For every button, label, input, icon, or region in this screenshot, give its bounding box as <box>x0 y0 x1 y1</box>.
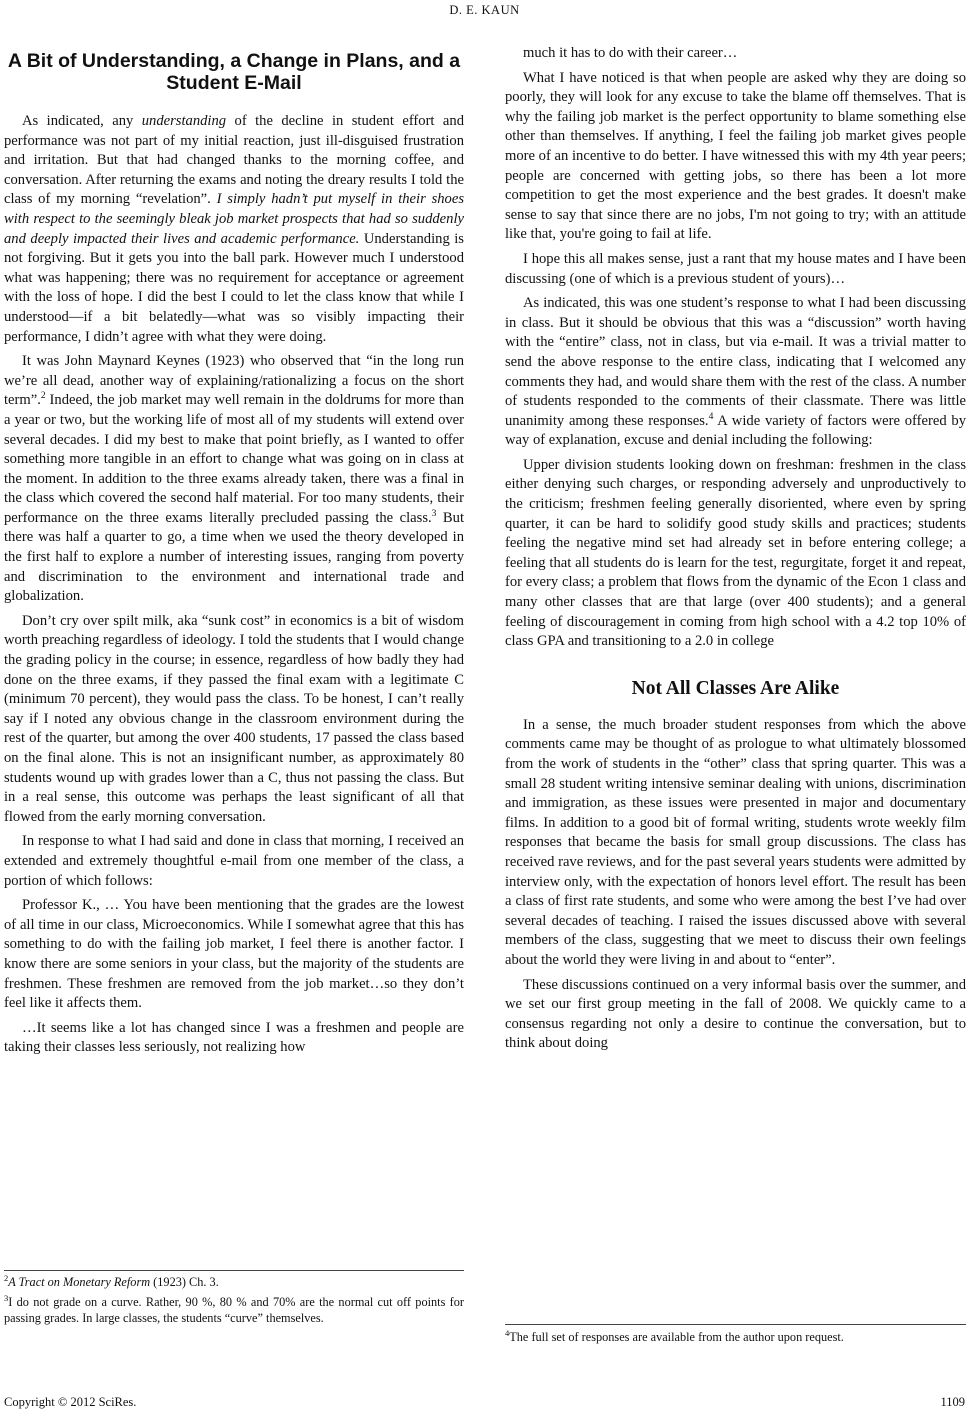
footnote-ref: 2 <box>40 391 46 402</box>
page-number: 1109 <box>940 1395 965 1409</box>
footnote-rule <box>505 1324 966 1325</box>
footnote-ref: 4 <box>708 411 714 422</box>
quoted-email-paragraph: …It seems like a lot has changed since I was a freshmen and people are taking their classes less seriously, not realizing how <box>4 1019 464 1056</box>
quoted-email-paragraph: Professor K., … You have been mentioning that the grades are the lowest of all time in our class, Microeconomics. While I somewhat agree that this has something to do with the failing job market, I feel there is another factor. I know there are some seniors in your class, but the majority of the students are freshmen. These freshmen are removed from the job market…so they don’t feel like it affects them. <box>4 897 464 1012</box>
paragraph: As indicated, this was one student’s response to what I had been discussing in class. But it should be obvious that this was a “discussion” worth having with the “entire” class, not in class, but via e-mail. It was a trivial matter to send the above response to the entire class, indicating that I welcomed any comments they had, and would share them with the rest of the class. A number of students responded to the comments of their classmate. There was little unanimity among these responses.$^4$ A wide variety of factors were offered by way of explanation, excuse and denial including the following: <box>505 295 966 449</box>
quoted-email-paragraph: much it has to do with their career… <box>523 45 738 61</box>
running-head: D. E. KAUN <box>449 3 520 17</box>
footnote-2: $^2$A Tract on Monetary Reform (1923) Ch. 3. <box>4 1272 219 1289</box>
footnote-ref: 3 <box>431 509 437 520</box>
section-title-classes: Not All Classes Are Alike <box>631 677 840 699</box>
paragraph: As indicated, any understanding of the decline in student effort and performance was not part of my initial reaction, just ill-disguised frustration and irritation. But that had changed thanks to the morning coffee, and conversation. After returning the exams and noting the dreary results I told the class of my morning “revelation”. I simply hadn’t put myself in their shoes with respect to the seemingly bleak job market prospects that had so suddenly and deeply impacted their lives and academic performance. Understanding is not forgiving. But it gets you into the ball park. However much I understood what was happening; there was no requirement for acceptance or agreement with the loss of hope. I did the best I could to let the class know that while I understood—if a bit belatedly—what was so visibly impacting their performance, I didn’t agree with what they were doing. <box>4 113 464 345</box>
footnote-rule <box>4 1270 464 1271</box>
copyright: Copyright © 2012 SciRes. <box>4 1395 137 1409</box>
paragraph: It was John Maynard Keynes (1923) who observed that “in the long run we’re all dead, another way of explaining/rationalizing a focus on the short term”.$^2$ Indeed, the job market may well remain in the doldrums for more than a year or two, but the working life of most all of my students will extend over several decades. I did my best to make that point briefly, as I wanted to offer something more tangible in an effort to change what was going on in class at the moment. In addition to the three exams already taken, there was a final in the class which covered the second half material. For too many students, their performance on the three exams literally precluded passing the class.$^3$ But there was half a quarter to go, a time when we used the theory developed in the first half to explore a number of interesting issues, ranging from poverty and discrimination to the environment and international trade and globalization. <box>4 353 465 605</box>
paragraph: These discussions continued on a very informal basis over the summer, and we set our first group meeting in the fall of 2008. We quickly came to a consensus regarding not only a desire to continue the conversation, but to think about doing <box>505 976 966 1052</box>
right-column <box>505 44 966 1059</box>
paragraph: In a sense, the much broader student responses from which the above comments came may be thought of as prologue to what ultimately blossomed from the work of students in the “other” class that spring quarter. This was a small 28 student writing intensive seminar dealing with unions, discrimination and immigration, as these issues were presented in major and documentary films. In addition to a good bit of formal writing, students wrote weekly film responses that became the basis for small group discussions. The class has received rave reviews, and for the past several years students were admitted by interview only, with the expectation of honors level effort. The result has been a class of first rate students, and some who were among the best I’ve had over several decades of teaching. I raised the issues discussed above with several members of the class, suggesting that we meet to discuss their own feelings about the world they were living in and about to “enter”. <box>505 716 966 968</box>
quoted-email-paragraph: What I have noticed is that when people are asked why they are doing so poorly, they will look for any excuse to take the blame off themselves. That is why the failing job market is the perfect opportunity to blame something else other than themselves. If anything, I feel the failing job market gives people more of an incentive to do better. I have witnessed this with my 4th year peers; people are concerned with getting jobs, so there has been a lot more competition to get the most experience and the best grades. It doesn't make sense to say that since there are no jobs, I'm not going to try; with an attitude like that, you're going to fail at life. <box>505 69 966 243</box>
section-title-understanding: A Bit of Understanding, a Change in Plans, and a Student E-Mail <box>7 50 461 94</box>
quoted-email-paragraph: I hope this all makes sense, just a rant that my house mates and I have been discussing (one of which is a previous student of yours)… <box>505 250 966 287</box>
footnote-4: $^4$The full set of responses are available from the author upon request. <box>505 1327 844 1344</box>
paragraph: Don’t cry over spilt milk, aka “sunk cost” in economics is a bit of wisdom worth preaching regardless of ideology. I told the students that I would change the grading policy in the course; in essence, regardless of how badly they had done on the three exams, if they passed the final exam with a legitimate C (minimum 70 percent), they would pass the class. To be honest, I can’t really say if I noted any obvious change in the classroom environment during the rest of the quarter, but among the over 400 students, 17 passed the class based on the final alone. This is not an insignificant number, as approximately 80 students wound up with grades lower than a C, thus not passing the class. But in a real sense, this outcome was perhaps the least significant of all that flowed from the early morning conversation. <box>4 612 464 825</box>
left-column <box>4 50 464 1063</box>
paragraph: Upper division students looking down on freshman: freshmen in the class either denying such charges, or responding adversely and unproductively to the criticism; freshmen feeling generally disoriented, where even by spring quarter, it can be hard to solidify good study skills and practices; students feeling the negative mind set had already set in before entering college; a feeling that all students do is learn for the test, regurgitate, forget it and repeat, for every class; a problem that flows from the dynamic of the Econ 1 class and many other classes that are that large (over 400 students); and a general feeling of discouragement in coming from high school with a 4.2 top 10% of class GPA and transitioning to a 2.0 in college <box>505 456 966 650</box>
footnote-3: $^3$I do not grade on a curve. Rather, 90 %, 80 % and 70% are the normal cut off points for passing grades. In large classes, the students “curve” themselves. <box>4 1292 464 1325</box>
paragraph: In response to what I had said and done in class that morning, I received an extended and extremely thoughtful e-mail from one member of the class, a portion of which follows: <box>4 833 464 889</box>
